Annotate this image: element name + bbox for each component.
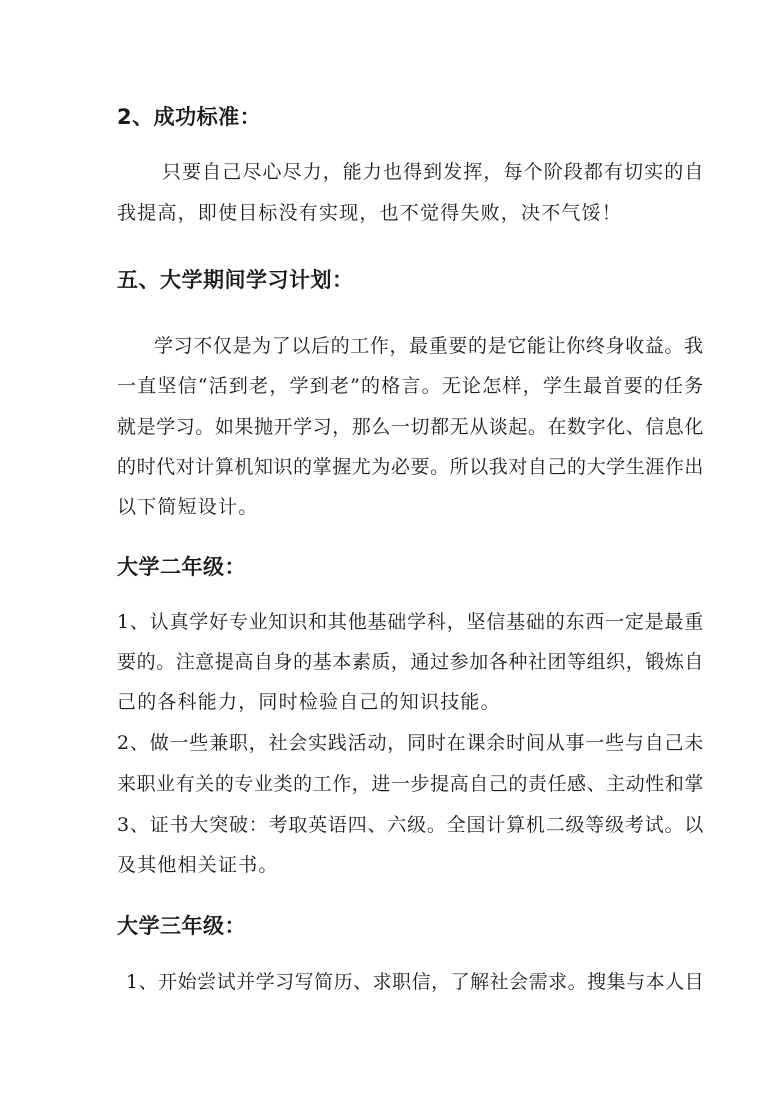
paragraph-line: 就是学习。如果抛开学习，那么一切都无从谈起。在数字化、信息化: [117, 416, 705, 438]
paragraph-line: 以下简短设计。: [117, 496, 259, 518]
heading-sophomore-year: 大学二年级：: [117, 555, 246, 579]
paragraph-line: 我提高，即使目标没有实现，也不觉得失败，决不气馁！: [117, 202, 623, 224]
paragraph-line: 1、认真学好专业知识和其他基础学科，坚信基础的东西一定是最重: [117, 611, 705, 633]
paragraph-line: 及其他相关证书。: [117, 854, 279, 876]
paragraph-line: 来职业有关的专业类的工作，进一步提高自己的责任感、主动性和掌: [117, 773, 705, 795]
paragraph-line: 只要自己尽心尽力，能力也得到发挥，每个阶段都有切实的自: [162, 161, 705, 183]
paragraph-line: 2、做一些兼职，社会实践活动，同时在课余时间从事一些与自己未: [117, 732, 705, 754]
paragraph-line: 1、开始尝试并学习写简历、求职信，了解社会需求。搜集与本人目: [126, 971, 705, 993]
paragraph-line: 的时代对计算机知识的掌握尤为必要。所以我对自己的大学生涯作出: [117, 456, 705, 478]
heading-success-criteria: 2、成功标准：: [117, 105, 262, 129]
paragraph-line: 一直坚信“活到老，学到老”的格言。无论怎样，学生最首要的任务: [117, 375, 705, 397]
paragraph-line: 学习不仅是为了以后的工作，最重要的是它能让你终身收益。我: [154, 335, 704, 357]
paragraph-line: 己的各科能力，同时检验自己的知识技能。: [117, 691, 501, 713]
heading-study-plan: 五、大学期间学习计划：: [117, 268, 354, 292]
heading-junior-year: 大学三年级：: [117, 914, 246, 938]
paragraph-line: 3、证书大突破：考取英语四、六级。全国计算机二级等级考试。以: [117, 814, 705, 836]
paragraph-line: 要的。注意提高自身的基本素质，通过参加各种社团等组织，锻炼自: [117, 651, 705, 673]
